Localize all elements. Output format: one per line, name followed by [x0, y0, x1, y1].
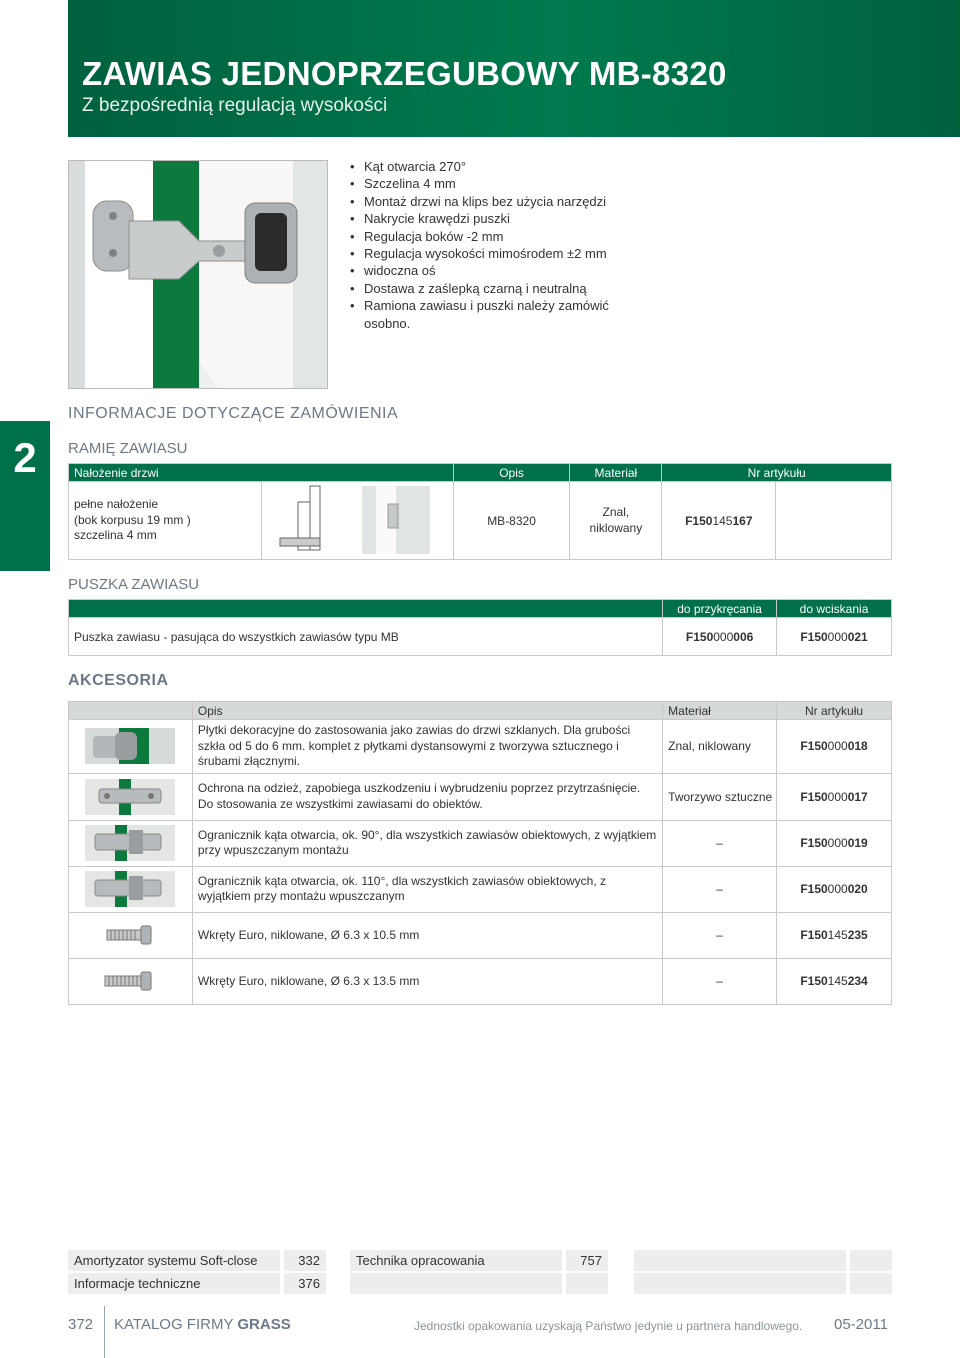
cup-screw-article	[663, 618, 777, 656]
thumb-cell	[69, 773, 193, 820]
col-blank	[69, 600, 663, 618]
page-subtitle: Z bezpośrednią regulacją wysokości	[82, 95, 388, 116]
description-cell: MB-8320	[453, 482, 570, 560]
article-cell	[662, 482, 776, 560]
catalog-name	[114, 1316, 291, 1333]
article-mid: 000	[827, 629, 848, 644]
overlay-diagram	[262, 482, 452, 556]
crossref-empty	[566, 1273, 608, 1294]
article-prefix: F150	[800, 974, 828, 988]
acc-article	[777, 866, 892, 912]
article-prefix: F150	[800, 629, 828, 644]
hinge-photo	[68, 160, 328, 389]
arm-heading: RAMIĘ ZAWIASU	[68, 440, 188, 457]
table-row	[69, 820, 892, 866]
material-line: niklowany	[589, 520, 643, 535]
acc-article	[777, 958, 892, 1004]
article-suffix: 006	[733, 629, 754, 644]
acc-description: Ogranicznik kąta otwarcia, ok. 90°, dla wszystkich zawiasów obiektowych, z wyjątkiem przy wpuszczanym montażu	[192, 820, 662, 866]
acc-article	[777, 773, 892, 820]
article-suffix: 020	[847, 882, 868, 896]
crossref-label[interactable]: Technika opracowania	[350, 1250, 562, 1271]
angle-stop-icon	[85, 871, 175, 907]
overlay-diagram-cell	[261, 482, 453, 560]
crossref-page[interactable]: 332	[284, 1250, 326, 1271]
acc-material: –	[663, 866, 777, 912]
acc-material: –	[663, 912, 777, 958]
table-row	[69, 773, 892, 820]
article-prefix: F150	[685, 629, 714, 644]
page-number: 372	[68, 1316, 94, 1333]
article-prefix: F150	[800, 836, 828, 850]
glass-plate-icon	[85, 728, 175, 764]
acc-description: Ogranicznik kąta otwarcia, ok. 110°, dla wszystkich zawiasów obiektowych, z wyjątkiem przy montażu wpuszczanym	[192, 866, 662, 912]
thumb-cell	[69, 912, 193, 958]
crossref-label[interactable]: Amortyzator systemu Soft-close	[68, 1250, 280, 1271]
feature-item: • Montaż drzwi na klips bez użycia narzędzi	[350, 193, 630, 210]
article-prefix: F150	[800, 789, 828, 804]
article-suffix: 017	[847, 789, 868, 804]
overlay-cell	[69, 482, 262, 560]
feature-item: • widoczna oś	[350, 262, 630, 279]
cup-press-article	[777, 618, 892, 656]
acc-description: Ochrona na odzież, zapobiega uszkodzeniu i wybrudzeniu poprzez przytrzaśnięcie. Do stosowania ze wszystkimi zawiasami do obiektów.	[192, 773, 662, 820]
feature-item: • Kąt otwarcia 270°	[350, 158, 630, 175]
acc-description: Wkręty Euro, niklowane, Ø 6.3 x 10.5 mm	[192, 912, 662, 958]
feature-item: • Ramiona zawiasu i puszki należy zamówić osobno.	[350, 297, 630, 332]
crossref-empty	[350, 1273, 562, 1294]
material-line: Znal,	[602, 505, 630, 519]
chapter-number: 2	[13, 434, 37, 481]
packaging-note: Jednostki opakowania uzyskają Państwo jedynie u partnera handlowego.	[414, 1319, 803, 1333]
overlay-line: (bok korpusu 19 mm )	[74, 512, 191, 527]
article-suffix: 234	[847, 974, 868, 988]
crossref-page[interactable]: 376	[284, 1273, 326, 1294]
article-mid: 000	[827, 836, 848, 850]
col-press-in: do wciskania	[777, 600, 892, 618]
thumb-cell	[69, 820, 193, 866]
crossref-page[interactable]: 757	[566, 1250, 608, 1271]
article-suffix: 018	[847, 739, 868, 754]
table-row	[69, 958, 892, 1004]
col-description: Opis	[453, 464, 570, 482]
crossref-empty	[850, 1250, 892, 1271]
feature-item: • Dostawa z zaślepką czarną i neutralną	[350, 280, 630, 297]
article-mid: 145	[827, 928, 848, 942]
order-info-heading: INFORMACJE DOTYCZĄCE ZAMÓWIENIA	[68, 405, 399, 422]
article-mid: 000	[827, 882, 848, 896]
article-mid: 000	[827, 789, 848, 804]
col-article: Nr artykułu	[777, 702, 892, 720]
article-prefix: F150	[800, 928, 828, 942]
acc-material: Znal, niklowany	[663, 720, 777, 774]
feature-item: • Szczelina 4 mm	[350, 175, 630, 192]
table-row	[69, 482, 892, 560]
catalog-brand: GRASS	[237, 1316, 291, 1333]
edition-date: 05-2011	[834, 1316, 888, 1333]
material-cell	[570, 482, 662, 560]
empty-cell	[776, 482, 892, 560]
cup-table	[68, 599, 892, 656]
article-mid: 000	[713, 629, 734, 644]
euro-screw-icon	[85, 917, 175, 953]
col-article: Nr artykułu	[662, 464, 892, 482]
table-row	[69, 720, 892, 774]
page-title: ZAWIAS JEDNOPRZEGUBOWY MB-8320	[82, 55, 727, 92]
article-prefix: F150	[800, 882, 828, 896]
acc-material: –	[663, 820, 777, 866]
acc-description: Wkręty Euro, niklowane, Ø 6.3 x 13.5 mm	[192, 958, 662, 1004]
accessories-heading: AKCESORIA	[68, 672, 169, 689]
feature-item: • Regulacja wysokości mimośrodem ±2 mm	[350, 245, 630, 262]
clothing-guard-icon	[85, 779, 175, 815]
acc-description: Płytki dekoracyjne do zastosowania jako zawias do drzwi szklanych. Dla grubości szkła od 5 do 6 mm. komplet z płytkami dystansowymi z tworzywa sztucznego i śrubami złącznymi.	[192, 720, 662, 774]
thumb-cell	[69, 958, 193, 1004]
feature-item: • Nakrycie krawędzi puszki	[350, 210, 630, 227]
crossref-label[interactable]: Informacje techniczne	[68, 1273, 280, 1294]
article-suffix: 235	[847, 928, 868, 942]
article-mid: 145	[712, 513, 733, 528]
acc-article	[777, 820, 892, 866]
article-prefix: F150	[685, 513, 713, 528]
catalog-prefix: KATALOG FIRMY	[114, 1316, 238, 1333]
table-row	[69, 866, 892, 912]
acc-article	[777, 912, 892, 958]
thumb-cell	[69, 866, 193, 912]
col-image	[69, 702, 193, 720]
col-screw-on: do przykręcania	[663, 600, 777, 618]
euro-screw-icon	[85, 963, 175, 999]
cup-description: Puszka zawiasu - pasująca do wszystkich zawiasów typu MB	[69, 618, 663, 656]
col-material: Materiał	[570, 464, 662, 482]
table-row	[69, 912, 892, 958]
arm-table	[68, 463, 892, 560]
feature-list	[350, 158, 630, 332]
col-overlay: Nałożenie drzwi	[69, 464, 454, 482]
table-row	[69, 618, 892, 656]
col-material: Materiał	[663, 702, 777, 720]
angle-stop-icon	[85, 825, 175, 861]
cup-heading: PUSZKA ZAWIASU	[68, 576, 200, 593]
crossref-empty	[634, 1250, 846, 1271]
crossref-empty	[634, 1273, 846, 1294]
article-mid: 000	[827, 739, 848, 754]
overlay-line: szczelina 4 mm	[74, 528, 157, 543]
thumb-cell	[69, 720, 193, 774]
crossref-empty	[850, 1273, 892, 1294]
accessories-table	[68, 701, 892, 1005]
article-mid: 145	[827, 974, 848, 988]
footer-divider	[104, 1306, 105, 1358]
article-suffix: 021	[847, 629, 868, 644]
acc-material: Tworzywo sztuczne	[663, 773, 777, 820]
article-suffix: 019	[847, 836, 868, 850]
hinge-illustration	[69, 161, 328, 389]
feature-item: • Regulacja boków -2 mm	[350, 228, 630, 245]
acc-article	[777, 720, 892, 774]
col-description: Opis	[192, 702, 662, 720]
article-suffix: 167	[732, 513, 753, 528]
overlay-line: pełne nałożenie	[74, 497, 159, 512]
article-prefix: F150	[800, 739, 828, 754]
acc-material: –	[663, 958, 777, 1004]
